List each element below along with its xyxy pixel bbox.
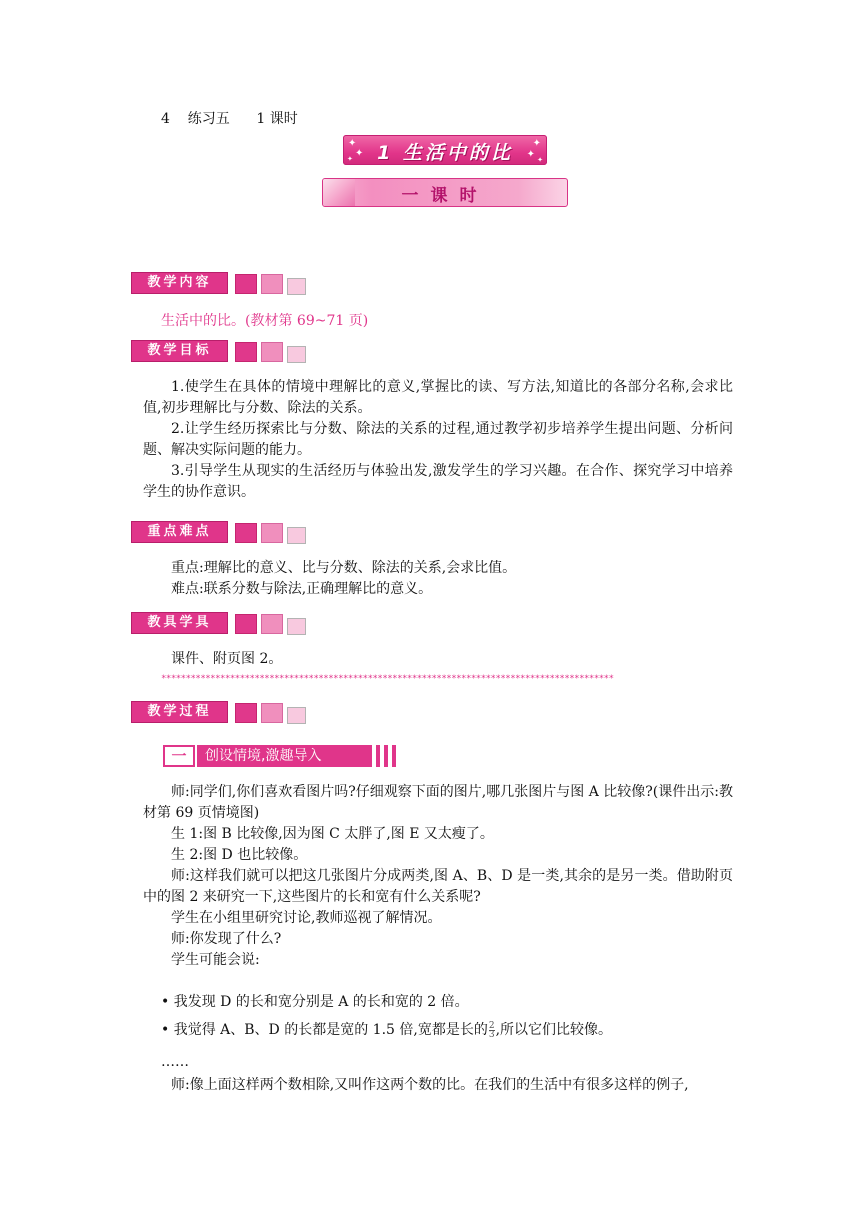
chapter-title: 1 生活中的比 [377,142,513,164]
step-stripe [384,745,388,767]
section-tag: 教学目标 [131,340,228,362]
decor-square [235,274,257,294]
lesson-bar [322,178,568,207]
fraction-numerator: 2 [488,1020,495,1031]
lesson-title: 一课时 [401,186,489,206]
chapter-banner [343,135,547,165]
star-icon: ✦ [532,138,541,149]
dialogue-block-end [143,1075,733,1096]
star-icon: ✦ [355,148,364,159]
fraction-denominator: 3 [488,1029,495,1040]
goal-item: 2.让学生经历探索比与分数、除法的关系的过程,通过教学初步培养学生提出问题、分析问题、解决实际问题的能力。 [143,421,733,458]
step-banner [163,745,403,769]
section-tag: 教学过程 [131,701,228,723]
star-icon: ✦ [537,156,543,164]
decor-square [287,618,306,635]
dialogue-line: 师:你发现了什么? [171,931,282,947]
star-divider: ******************************************************************************************** [161,674,614,684]
dialogue-line: 生 1:图 B 比较像,因为图 C 太胖了,图 E 又太瘦了。 [171,826,494,842]
dialogue-line: 学生可能会说: [171,952,260,968]
decor-square [287,527,306,544]
content-text: 生活中的比。(教材第 69~71 页) [161,313,369,329]
decor-square [261,274,283,294]
dialogue-line: 生 2:图 D 也比较像。 [171,847,308,863]
dialogue-line: 师:像上面这样两个数相除,又叫作这两个数的比。在我们的生活中有很多这样的例子, [171,1077,689,1093]
goal-item: 3.引导学生从现实的生活经历与体验出发,激发学生的学习兴趣。在合作、探究学习中培养学生的协作意识。 [143,463,733,500]
decor-square [287,346,306,363]
step-stripe [376,745,380,767]
step-number: 一 [163,745,195,767]
decor-square [261,342,283,362]
decor-square [287,707,306,724]
key-point-item: 重点:理解比的意义、比与分数、除法的关系,会求比值。 [171,560,517,576]
decor-square [261,614,283,634]
tools-line: 课件、附页图 2。 [171,651,283,667]
decor-square [235,703,257,723]
key-point-item: 难点:联系分数与除法,正确理解比的意义。 [171,581,433,597]
decor-square [261,703,283,723]
step-title: 创设情境,激趣导入 [197,745,372,767]
goal-item: 1.使学生在具体的情境中理解比的意义,掌握比的读、写方法,知道比的各部分名称,会求比值,初步理解比与分数、除法的关系。 [143,379,733,416]
bullet-text: ,所以它们比较像。 [495,1022,613,1038]
dialogue-line: 学生在小组里研究讨论,教师巡视了解情况。 [171,910,442,926]
section-tag: 教具学具 [131,612,228,634]
key-points-list [143,558,733,600]
ellipsis: …… [161,1054,189,1070]
star-icon: ✦ [348,138,357,149]
section-tag: 重点难点 [131,521,228,543]
decor-square [235,614,257,634]
dialogue-line: 师:这样我们就可以把这几张图片分成两类,图 A、B、D 是一类,其余的是另一类。借助附页中的图 2 来研究一下,这些图片的长和宽有什么关系呢? [143,868,733,905]
step-stripe [392,745,396,767]
tools-text [143,649,733,670]
bullet-item [161,1020,612,1041]
dialogue-block [143,782,733,971]
fraction [489,1022,495,1039]
decor-square [235,523,257,543]
goals-list [143,377,733,503]
star-icon: ✦ [526,149,535,160]
dialogue-line: 师:同学们,你们喜欢看图片吗?仔细观察下面的图片,哪几张图片与图 A 比较像?(课件出示:教材第 69 页情境图) [143,784,733,821]
decor-square [235,342,257,362]
page-header: 4 练习五 1 课时 [161,111,298,127]
section-tag: 教学内容 [131,272,228,294]
bullet-item: • 我发现 D 的长和宽分别是 A 的长和宽的 2 倍。 [161,994,469,1010]
bullet-text: • 我觉得 A、B、D 的长都是宽的 1.5 倍,宽都是长的 [161,1022,488,1038]
star-icon: ✦ [347,155,353,163]
decor-square [287,278,306,295]
decor-square [261,523,283,543]
